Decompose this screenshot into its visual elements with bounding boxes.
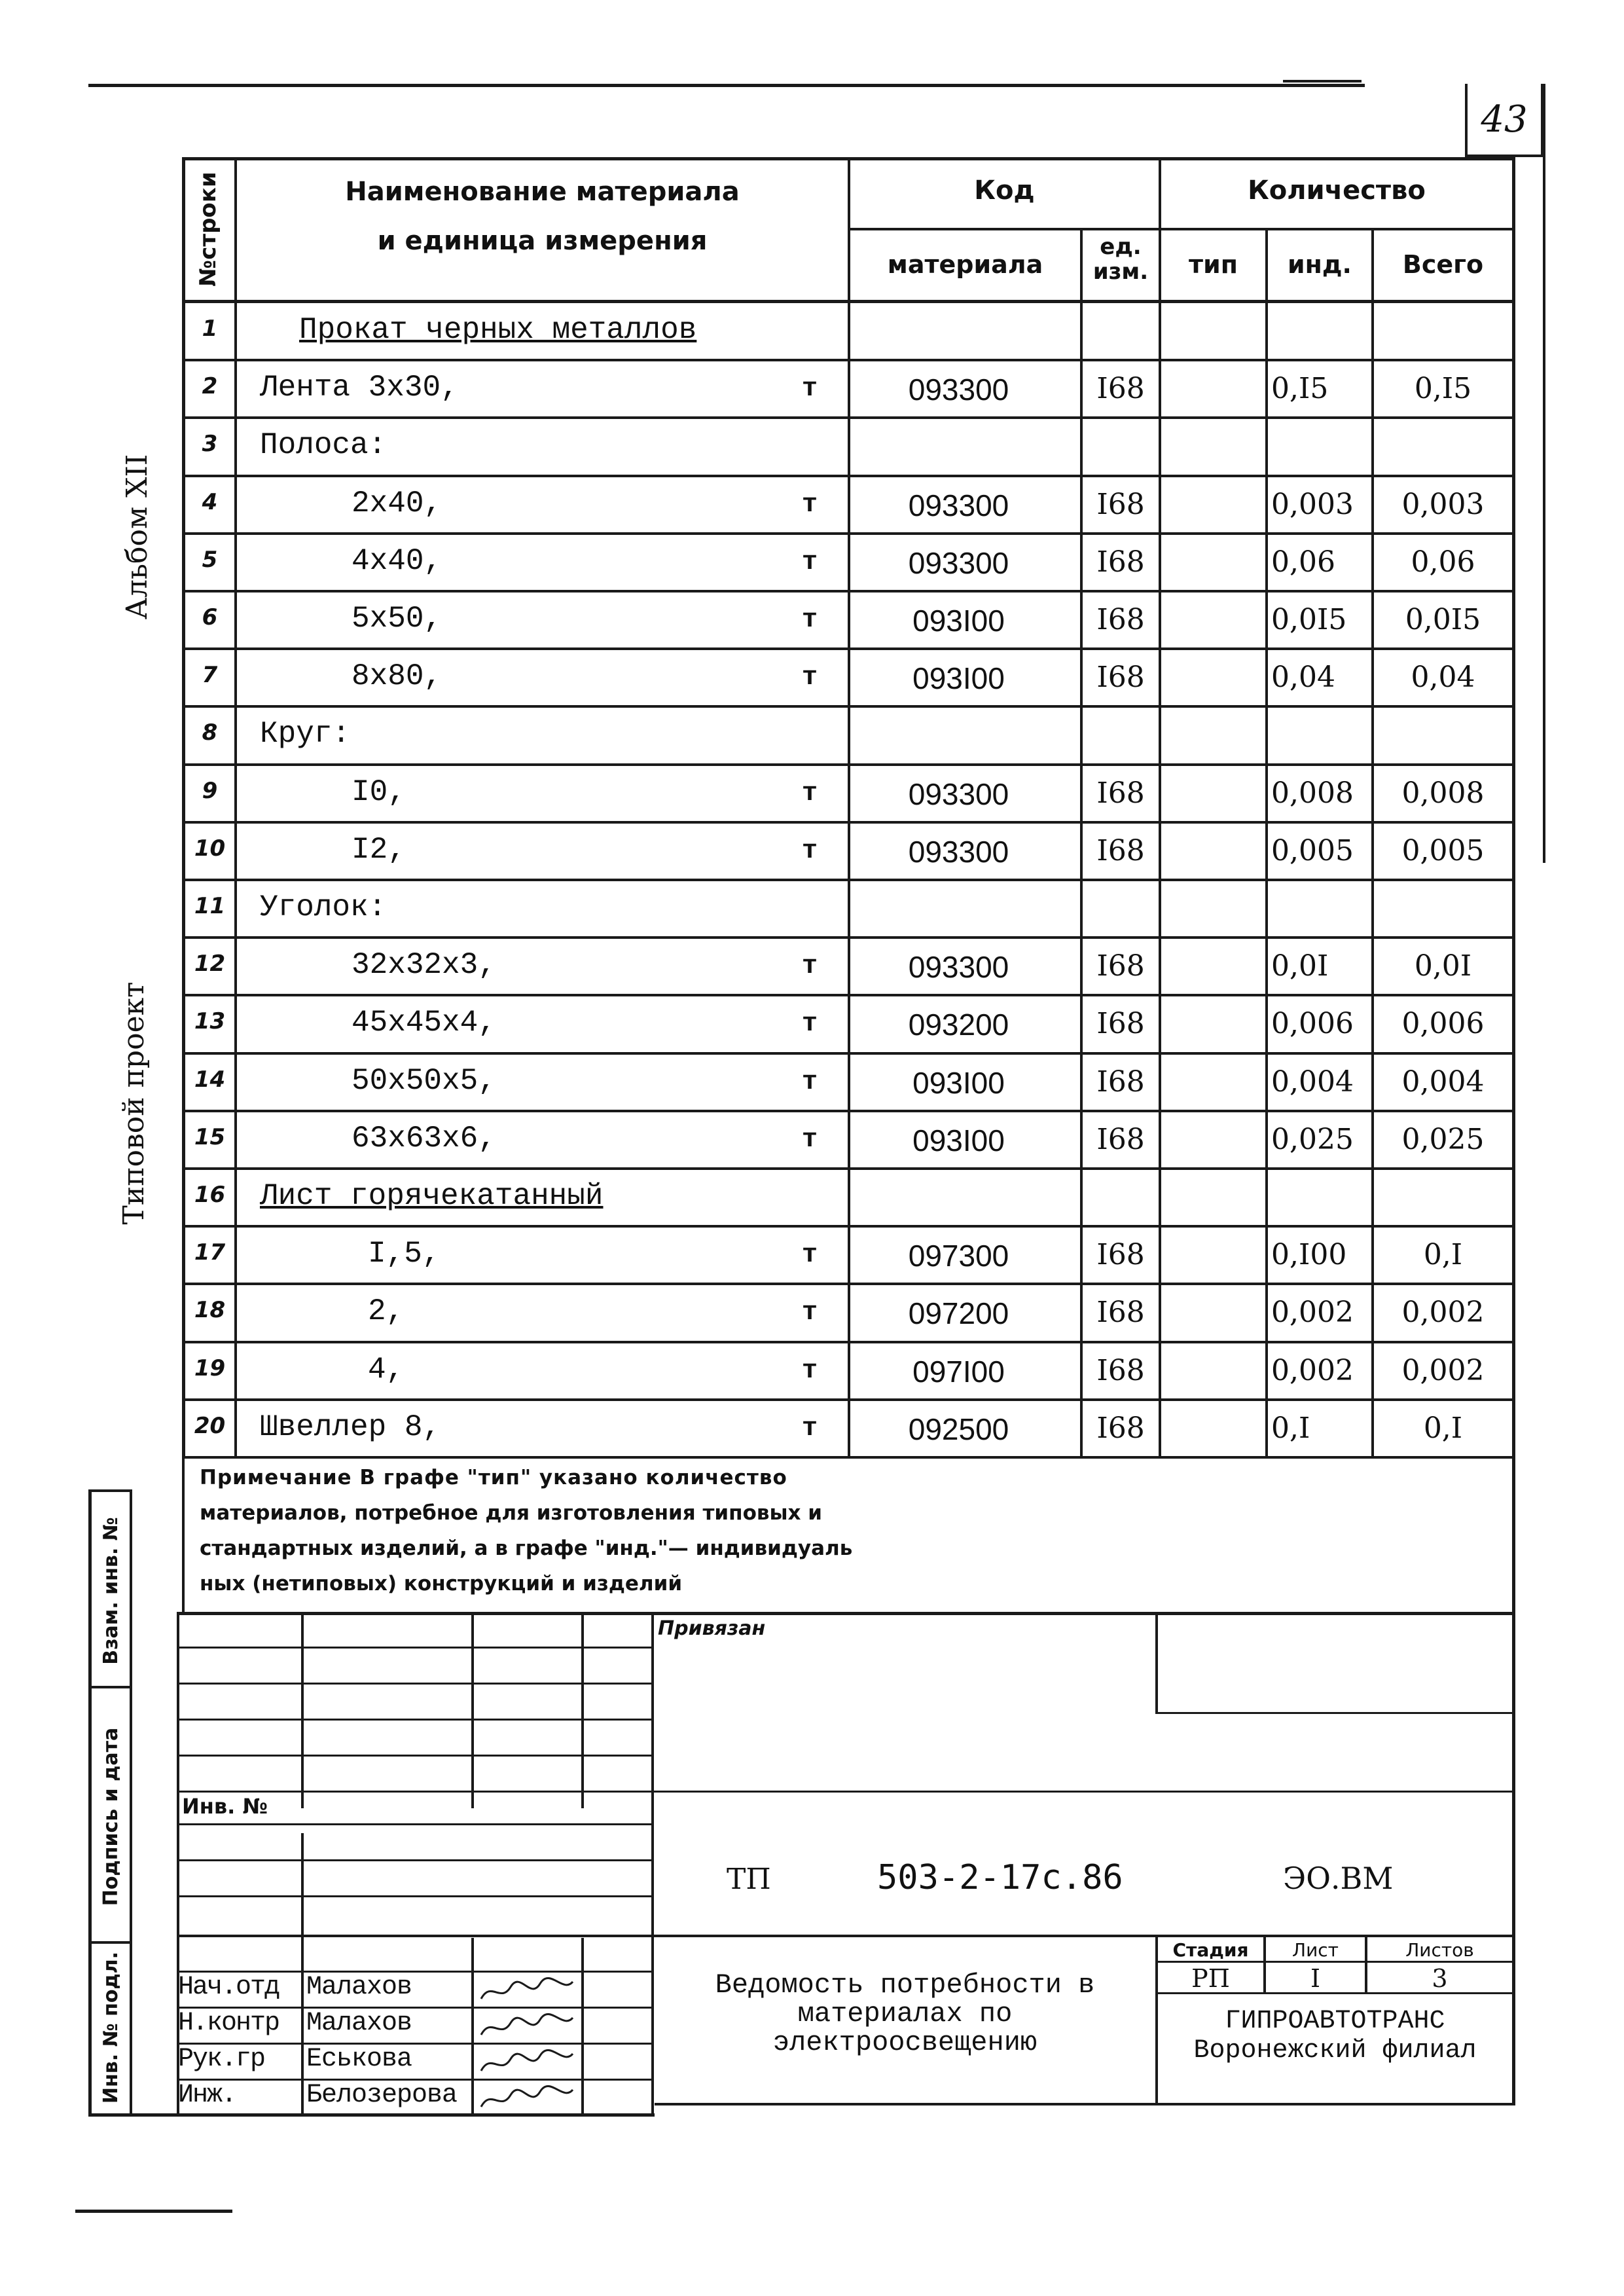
sheet-value: I	[1310, 1964, 1320, 1993]
col-line	[1159, 157, 1161, 1457]
unit: т	[802, 1357, 818, 1386]
stage-label: Стадия	[1172, 1939, 1249, 1961]
material-code: 093I00	[912, 1123, 1005, 1157]
stamp-side-sep	[88, 1686, 132, 1688]
material-name: 2,	[368, 1294, 405, 1328]
header-name-line1: Наименование материала	[345, 177, 740, 207]
row-number: 15	[194, 1124, 226, 1150]
material-name: 50х50х5,	[352, 1064, 496, 1098]
project-label: Типовой проект	[117, 981, 151, 1225]
note-block	[200, 1460, 1312, 1601]
qty-ind: 0,004	[1271, 1065, 1354, 1099]
material-code: 093300	[908, 373, 1009, 407]
signer-name: Белозерова	[306, 2081, 458, 2110]
qty-ind: 0,04	[1271, 661, 1335, 694]
row-number: 8	[202, 720, 218, 746]
stamp-grid-h	[1155, 1961, 1515, 1963]
stamp-grid-v	[471, 1612, 474, 1808]
inv-no-label: Инв. №	[182, 1794, 268, 1819]
row-number: 11	[194, 893, 226, 919]
qty-ind: 0,0I	[1271, 949, 1329, 983]
stamp-top-line	[177, 1612, 1515, 1615]
qty-total: 0,002	[1401, 1354, 1485, 1387]
material-code: 093I00	[912, 661, 1005, 695]
qty-total: 0,025	[1401, 1123, 1485, 1156]
stamp-right-line	[1512, 1612, 1515, 2105]
page-number-box	[1465, 84, 1543, 157]
row-line	[182, 590, 1515, 592]
org-branch: Воронежский филиал	[1193, 2036, 1477, 2066]
sheet-label: Лист	[1292, 1939, 1339, 1961]
row-line	[182, 532, 1515, 535]
unit-code: I68	[1096, 372, 1145, 405]
material-code: 097300	[908, 1239, 1009, 1273]
side-label-podpis: Подпись и дата	[99, 1727, 122, 1906]
signature	[478, 2010, 576, 2043]
unit-code: I68	[1096, 834, 1145, 867]
header-mid-line	[848, 228, 1515, 230]
unit: т	[802, 374, 818, 404]
material-code: 093300	[908, 777, 1009, 811]
material-name: Лист горячекатанный	[260, 1179, 604, 1213]
tp-label: ТП	[727, 1863, 771, 1896]
document-title	[655, 1971, 1155, 2057]
qty-total: 0,002	[1401, 1296, 1485, 1329]
row-line	[182, 475, 1515, 477]
signer-name: Малахов	[306, 2009, 412, 2038]
unit: т	[802, 779, 818, 809]
unit: т	[802, 1414, 818, 1444]
org-name: ГИПРОАВТОТРАНС	[1225, 2007, 1445, 2036]
stamp-grid-h	[177, 1683, 651, 1685]
row-number: 13	[194, 1008, 226, 1034]
qty-total: 0,I	[1423, 1412, 1463, 1445]
qty-ind: 0,002	[1271, 1296, 1354, 1329]
qty-total: 0,0I5	[1405, 603, 1481, 636]
stamp-grid-h	[177, 1647, 651, 1649]
unit-code: I68	[1096, 1065, 1145, 1099]
unit: т	[802, 1125, 818, 1155]
qty-total: 0,I5	[1414, 372, 1472, 405]
stamp-left-line	[177, 1612, 179, 2116]
qty-total: 0,06	[1411, 545, 1475, 579]
header-q-total: Всего	[1402, 250, 1484, 279]
stamp-grid-h	[177, 1859, 651, 1861]
qty-total: 0,003	[1401, 488, 1485, 521]
row-line	[182, 1110, 1515, 1112]
col-line	[1265, 229, 1268, 1457]
qty-ind: 0,003	[1271, 488, 1354, 521]
qty-ind: 0,006	[1271, 1007, 1354, 1040]
page-number: 43	[1481, 98, 1528, 141]
unit: т	[802, 1241, 818, 1270]
material-name: Швеллер 8,	[260, 1410, 441, 1444]
sheets-value: 3	[1432, 1964, 1448, 1993]
header-code-unit: ед. изм.	[1092, 234, 1149, 285]
signer-name: Малахов	[306, 1973, 412, 2002]
qty-ind: 0,005	[1271, 834, 1354, 867]
material-name: Полоса:	[260, 428, 387, 462]
unit-code: I68	[1096, 603, 1145, 636]
stamp-grid-v	[1155, 1612, 1158, 1713]
stamp-grid-v	[301, 1612, 304, 1808]
unit-code: I68	[1096, 776, 1145, 810]
material-name: 4х40,	[352, 544, 442, 578]
unit: т	[802, 1068, 818, 1097]
stamp-left-inner	[130, 1489, 132, 2115]
material-name: I,5,	[368, 1237, 441, 1271]
row-number: 17	[194, 1239, 226, 1266]
frame-right-line	[1543, 84, 1545, 863]
stamp-grid-v	[581, 1938, 584, 2115]
row-number: 4	[202, 489, 218, 515]
unit: т	[802, 548, 818, 577]
title-line-3: электроосвещению	[772, 2027, 1038, 2058]
row-line	[182, 879, 1515, 881]
qty-total: 0,005	[1401, 834, 1485, 867]
row-line	[182, 1398, 1515, 1401]
side-label-inv: Инв. № подл.	[99, 1951, 122, 2104]
stamp-grid-h	[177, 1895, 651, 1897]
row-line	[182, 936, 1515, 939]
unit-code: I68	[1096, 1296, 1145, 1329]
unit: т	[802, 1298, 818, 1328]
stamp-grid-v	[581, 1612, 584, 1808]
stamp-mid-line	[651, 1612, 654, 2116]
signer-name: Еськова	[306, 2045, 412, 2074]
signer-role: Рук.гр	[178, 2045, 265, 2074]
row-number: 7	[202, 662, 218, 688]
header-row-no: №строки	[195, 172, 221, 287]
stamp-side-sep	[88, 1941, 132, 1944]
material-code: 097I00	[912, 1355, 1005, 1389]
material-name: I2,	[352, 833, 406, 867]
material-name: 63х63х6,	[352, 1121, 496, 1156]
material-name: 5х50,	[352, 602, 442, 636]
qty-ind: 0,008	[1271, 776, 1354, 810]
note-line-2: материалов, потребное для изготовления типовых и	[200, 1501, 823, 1525]
unit: т	[802, 606, 818, 635]
qty-ind: 0,I	[1271, 1412, 1310, 1445]
unit: т	[802, 952, 818, 981]
stamp-grid-h	[1155, 1712, 1515, 1714]
signer-role: Нач.отд	[178, 1973, 280, 2002]
row-line	[182, 763, 1515, 766]
row-line	[182, 647, 1515, 650]
stamp-side-top	[88, 1489, 132, 1492]
material-name: Лента 3х30,	[260, 371, 459, 405]
row-number: 1	[202, 316, 218, 342]
frame-top-line-right	[1283, 80, 1362, 82]
row-number: 18	[194, 1297, 226, 1323]
stamp-grid-v	[301, 1833, 304, 2115]
note-line-3: стандартных изделий, а в графе "инд."— индивидуаль	[200, 1537, 853, 1560]
header-top-line	[182, 157, 1515, 160]
material-code: 092500	[908, 1412, 1009, 1446]
row-number: 16	[194, 1182, 226, 1208]
side-label-vzam: Взам. инв. №	[99, 1517, 122, 1665]
unit: т	[802, 490, 818, 520]
material-name: Круг:	[260, 717, 351, 751]
row-number: 3	[202, 431, 218, 457]
row-number: 10	[194, 835, 226, 862]
signer-role: Н.контр	[178, 2009, 280, 2038]
material-code: 093I00	[912, 604, 1005, 638]
qty-total: 0,004	[1401, 1065, 1485, 1099]
unit: т	[802, 1010, 818, 1039]
note-right-border	[1512, 1457, 1515, 1614]
qty-ind: 0,002	[1271, 1354, 1354, 1387]
note-line-4: ных (нетиповых) конструкций и изделий	[200, 1572, 683, 1595]
unit-code: I68	[1096, 661, 1145, 694]
unit-code: I68	[1096, 545, 1145, 579]
row-number: 19	[194, 1355, 226, 1381]
qty-total: 0,I	[1423, 1238, 1463, 1271]
header-bottom-line	[182, 300, 1515, 303]
unit-code: I68	[1096, 1007, 1145, 1040]
header-q-ind: инд.	[1287, 250, 1352, 279]
frame-top-line	[88, 84, 1365, 87]
row-number: 14	[194, 1066, 226, 1093]
qty-total: 0,0I	[1414, 949, 1472, 983]
unit-code: I68	[1096, 1412, 1145, 1445]
header-quantity: Количество	[1248, 175, 1426, 206]
sheets-label: Листов	[1405, 1939, 1474, 1961]
unit: т	[802, 837, 818, 866]
unit: т	[802, 663, 818, 693]
header-q-type: тип	[1189, 250, 1238, 279]
header-code: Код	[974, 175, 1035, 206]
col-line	[234, 157, 237, 1457]
row-line	[182, 994, 1515, 996]
row-line	[182, 1341, 1515, 1343]
stamp-left-outer	[88, 1489, 92, 2115]
row-number: 5	[202, 547, 218, 573]
stamp-grid-h	[177, 1823, 651, 1825]
row-line	[182, 1167, 1515, 1170]
row-number: 20	[194, 1413, 226, 1439]
unit-code: I68	[1096, 1354, 1145, 1387]
sheet-code: ЭО.ВМ	[1283, 1861, 1394, 1896]
material-code: 093300	[908, 950, 1009, 984]
unit-code: I68	[1096, 488, 1145, 521]
row-line	[182, 416, 1515, 419]
unit-code: I68	[1096, 1238, 1145, 1271]
stage-value: РП	[1191, 1964, 1230, 1993]
album-label: Альбом XII	[120, 454, 154, 620]
material-code: 097200	[908, 1296, 1009, 1330]
qty-ind: 0,025	[1271, 1123, 1354, 1156]
material-name: 8х80,	[352, 659, 442, 693]
title-line-1: Ведомость потребности в	[715, 1969, 1095, 2001]
note-line-1: Примечание В графе "тип" указано количество	[200, 1466, 787, 1489]
privyazan-label: Привязан	[658, 1617, 766, 1640]
material-code: 093200	[908, 1008, 1009, 1042]
material-name: 4,	[368, 1353, 405, 1387]
material-name: 2х40,	[352, 486, 442, 520]
stamp-grid-h	[177, 1935, 1515, 1937]
row-line	[182, 1283, 1515, 1285]
qty-total: 0,008	[1401, 776, 1485, 810]
material-code: 093I00	[912, 1066, 1005, 1100]
signature	[478, 2082, 576, 2115]
stamp-grid-h	[177, 1719, 651, 1721]
material-code: 093300	[908, 835, 1009, 869]
title-line-2: материалах по	[797, 1998, 1013, 2030]
row-line	[182, 1456, 1515, 1459]
signer-role: Инж.	[178, 2081, 236, 2110]
row-line	[182, 705, 1515, 708]
material-name: 45х45х4,	[352, 1006, 496, 1040]
qty-total: 0,04	[1411, 661, 1475, 694]
row-number: 6	[202, 604, 218, 630]
material-code: 093300	[908, 488, 1009, 522]
material-name: Уголок:	[260, 890, 387, 924]
row-number: 2	[202, 373, 218, 399]
material-name: 32х32х3,	[352, 948, 496, 982]
row-line	[182, 1225, 1515, 1228]
material-code: 093300	[908, 546, 1009, 580]
unit-code: I68	[1096, 949, 1145, 983]
material-name: Прокат черных металлов	[299, 313, 697, 347]
qty-ind: 0,06	[1271, 545, 1335, 579]
stamp-bottom-line-right	[655, 2103, 1515, 2105]
qty-ind: 0,0I5	[1271, 603, 1347, 636]
header-code-material: материала	[887, 250, 1043, 279]
page-bottom-mark	[75, 2210, 232, 2213]
signature	[478, 2046, 576, 2079]
signature	[478, 1974, 576, 2007]
row-line	[182, 1052, 1515, 1055]
unit-code: I68	[1096, 1123, 1145, 1156]
qty-total: 0,006	[1401, 1007, 1485, 1040]
header-name-line2: и единица измерения	[377, 226, 708, 256]
row-number: 9	[202, 778, 218, 804]
material-name: I0,	[352, 775, 406, 809]
stamp-grid-v	[471, 1938, 474, 2115]
table-right-border	[1512, 157, 1515, 1457]
qty-ind: 0,I00	[1271, 1238, 1347, 1271]
row-line	[182, 359, 1515, 361]
doc-code: 503-2-17с.86	[877, 1858, 1123, 1897]
qty-ind: 0,I5	[1271, 372, 1329, 405]
stamp-grid-h	[177, 1755, 651, 1757]
stamp-grid-h	[177, 1791, 1515, 1793]
note-left-border	[182, 1457, 185, 1614]
row-line	[182, 821, 1515, 824]
row-number: 12	[194, 951, 226, 977]
